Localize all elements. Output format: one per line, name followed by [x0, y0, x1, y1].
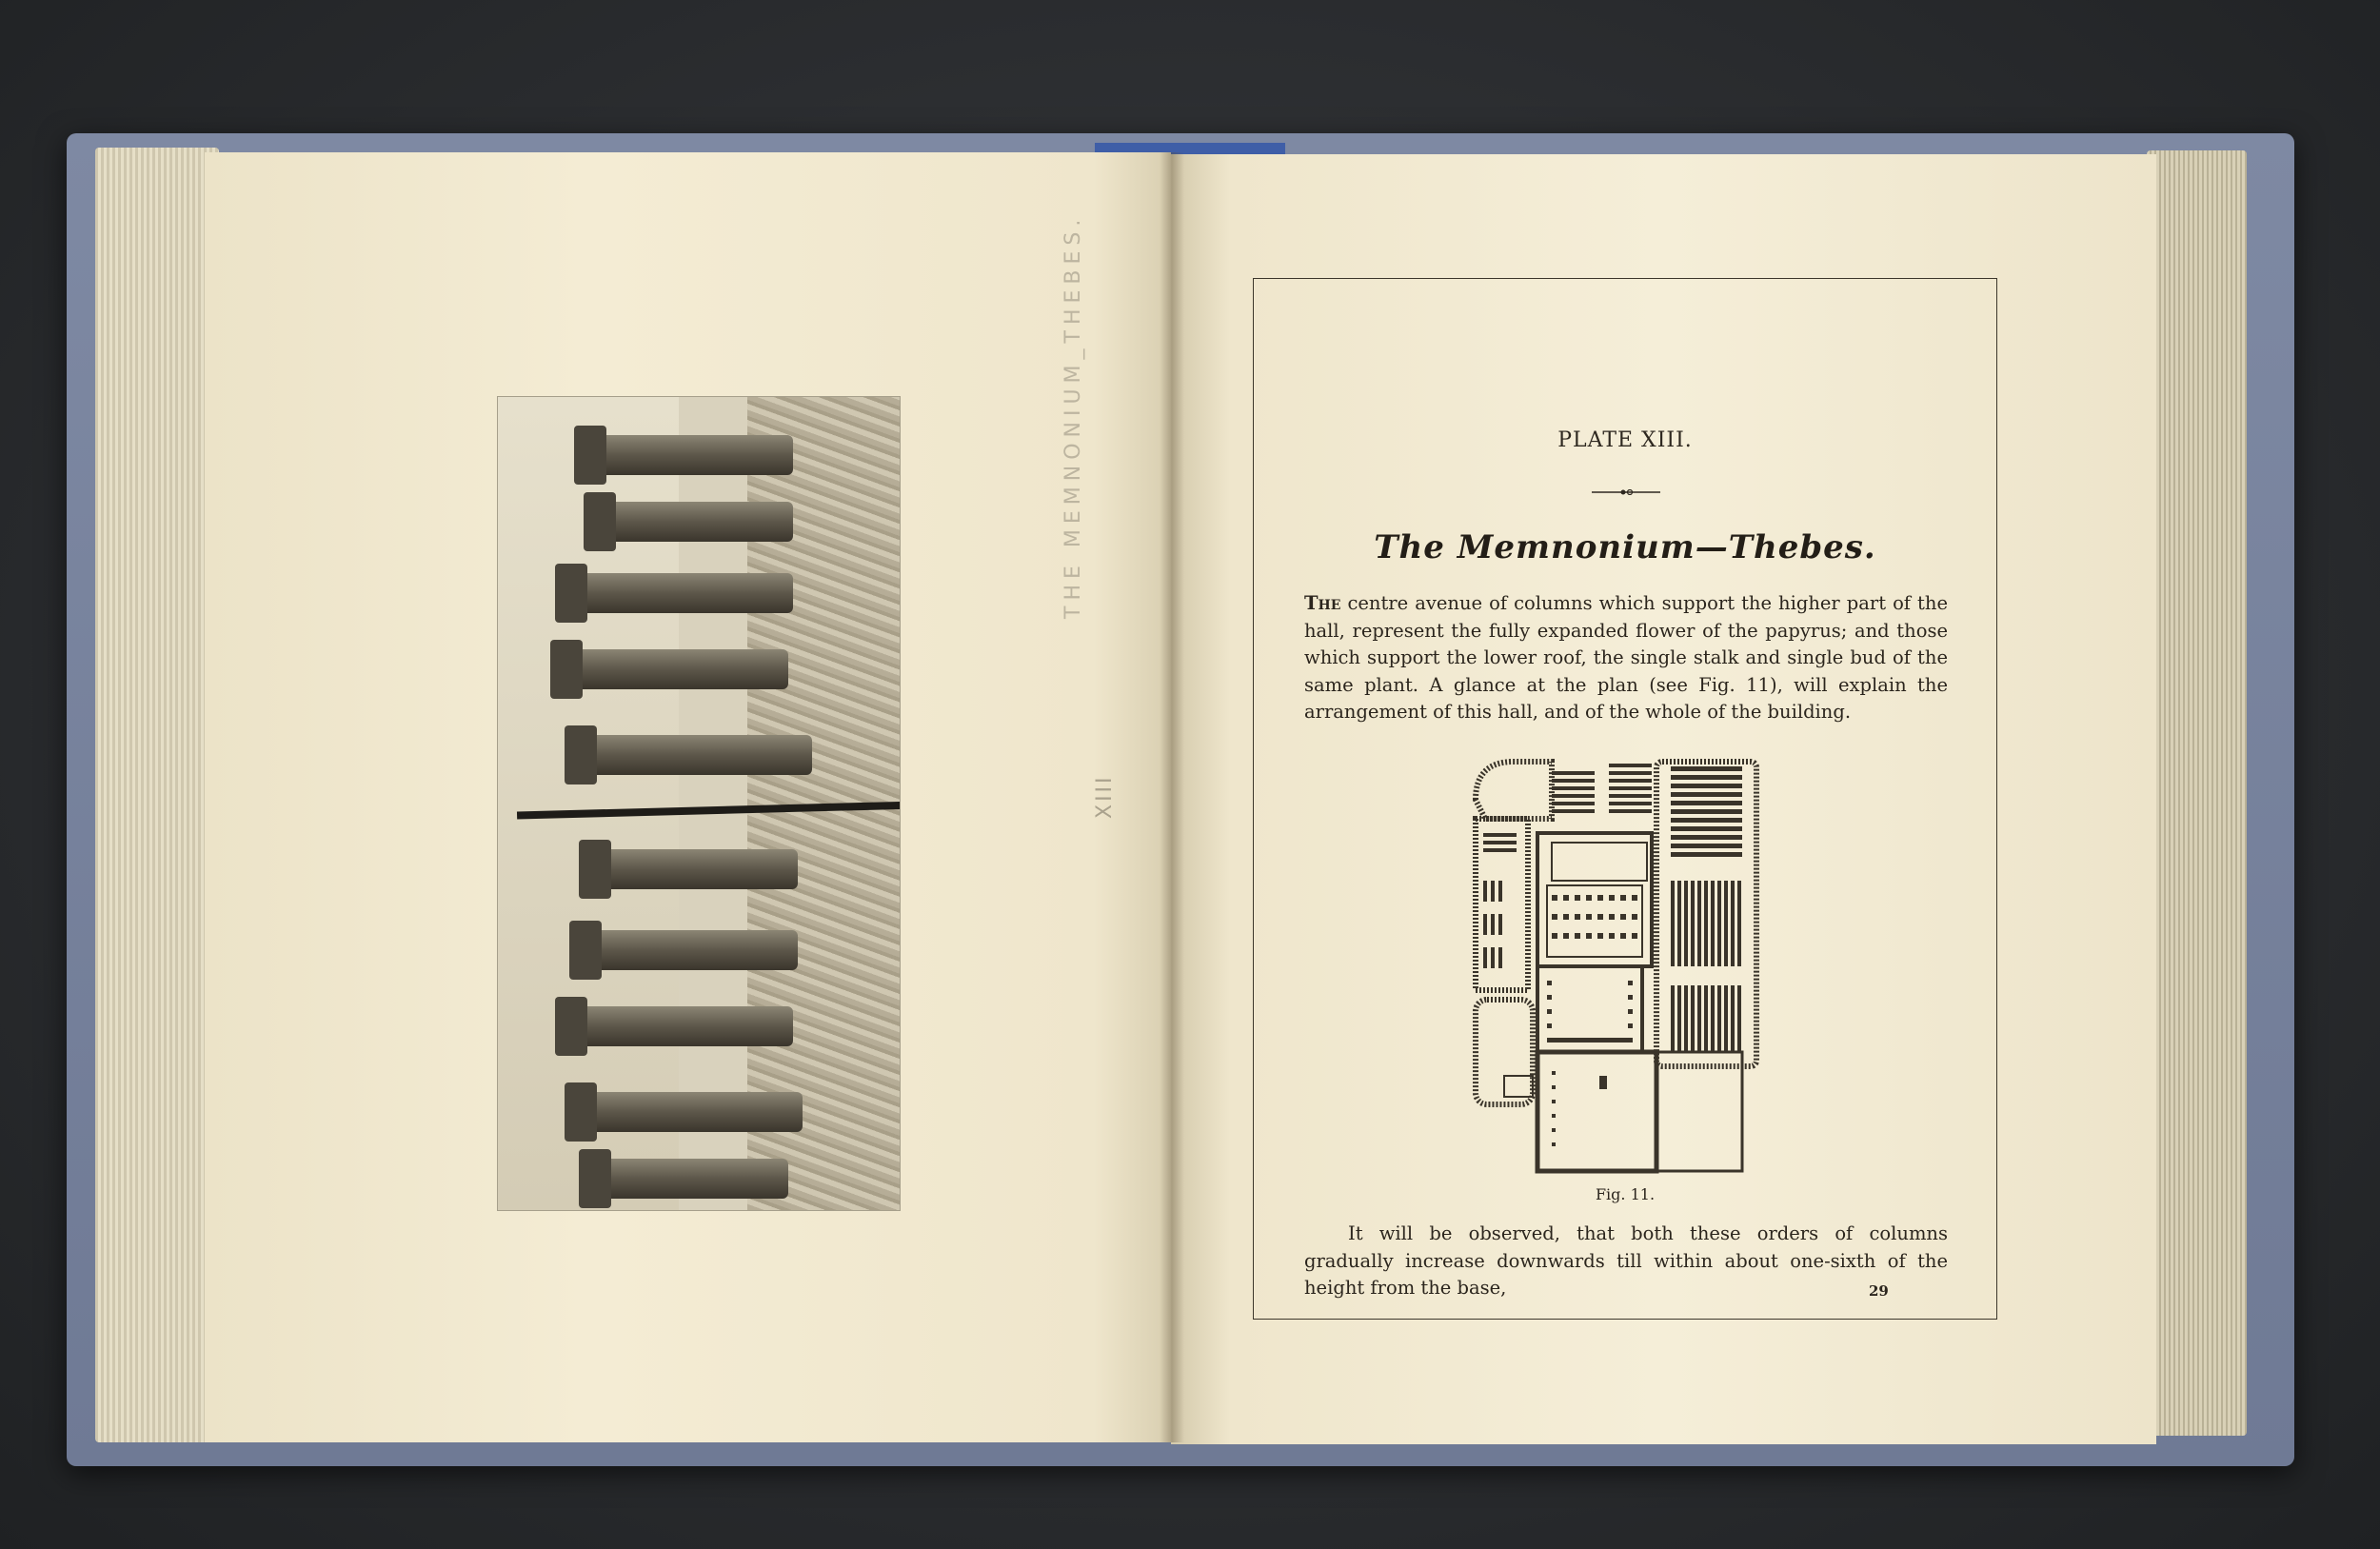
page-number: 29 — [1869, 1282, 1889, 1300]
book-gutter — [1160, 152, 1184, 1442]
photo-column — [579, 849, 798, 889]
photo-column — [555, 573, 793, 613]
photo-caption-number: XIII — [1093, 774, 1117, 819]
floor-plan-figure — [1457, 743, 1771, 1181]
page-title: The Memnonium—Thebes. — [1374, 528, 1876, 566]
plate-label: PLATE XIII. — [1557, 428, 1693, 452]
right-page-edges — [2147, 150, 2247, 1436]
figure-label: Fig. 11. — [1595, 1185, 1656, 1203]
left-page-edges — [95, 148, 219, 1442]
photo-column — [584, 502, 793, 542]
photo-column — [579, 1159, 788, 1199]
photo-column — [569, 930, 798, 970]
paragraph-1 — [1304, 590, 1948, 726]
ornament-divider — [1592, 489, 1660, 495]
photo-caption: THE MEMNONIUM_THEBES. — [1061, 213, 1085, 619]
paragraph-1-lead: The — [1304, 592, 1341, 614]
paragraph-2: It will be observed, that both these orders of columns gradually increase downwards till within about one-sixth of the height from the base, — [1304, 1222, 1948, 1299]
photo-column — [565, 735, 812, 775]
photo-column — [550, 649, 788, 689]
paragraph-1-text: centre avenue of columns which support the higher part of the hall, represent the fully expanded flower of the papyrus; and those which support the lower roof, the single stalk and single bud of the same plant. A glance at the plan (see Fig. 11), will explain the arrangement of this hall, and of the whole of the building. — [1304, 592, 1948, 723]
photo-column — [565, 1092, 803, 1132]
memnonium-photograph — [497, 396, 901, 1211]
photo-column — [555, 1006, 793, 1046]
photo-column — [574, 435, 793, 475]
